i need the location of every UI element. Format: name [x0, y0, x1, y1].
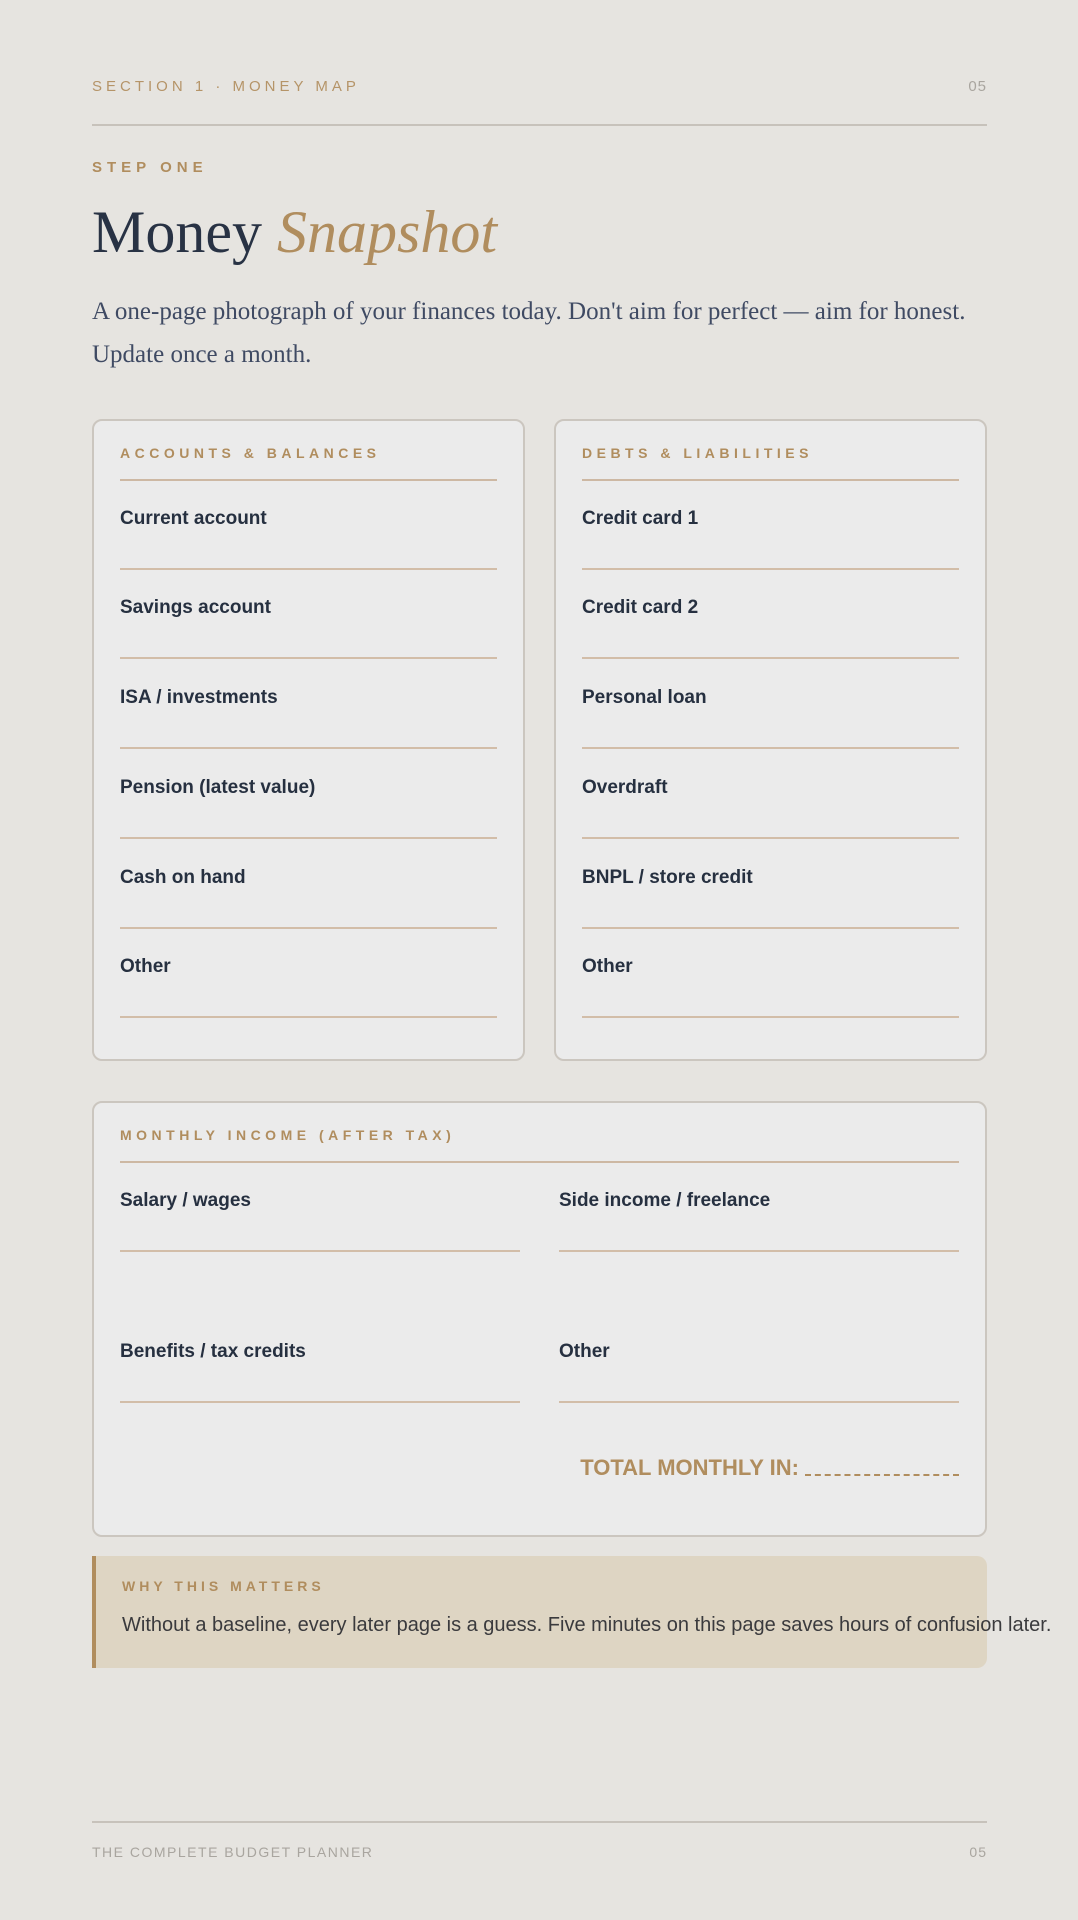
page-number-bottom: 05	[969, 1844, 987, 1860]
field-write-line[interactable]	[120, 1401, 520, 1403]
field-isa-investments[interactable]	[120, 687, 278, 709]
debts-card-divider	[582, 479, 959, 481]
field-label: Personal loan	[582, 687, 707, 708]
field-overdraft[interactable]	[582, 777, 668, 799]
title-accent: Snapshot	[276, 199, 498, 265]
field-write-line[interactable]	[582, 568, 959, 570]
field-write-line[interactable]	[120, 747, 497, 749]
why-this-matters-callout	[92, 1556, 1052, 1668]
field-write-line[interactable]	[582, 747, 959, 749]
field-savings-account[interactable]	[120, 597, 271, 619]
field-write-line[interactable]	[120, 1016, 497, 1018]
income-card-divider	[120, 1161, 959, 1163]
header-divider	[92, 124, 987, 126]
field-side-income[interactable]	[559, 1190, 770, 1212]
field-write-line[interactable]	[559, 1250, 959, 1252]
footer-divider	[92, 1821, 987, 1823]
debts-card	[554, 419, 987, 1061]
accounts-card	[92, 419, 525, 1061]
field-write-line[interactable]	[120, 927, 497, 929]
step-label: STEP ONE	[92, 159, 208, 176]
field-write-line[interactable]	[559, 1401, 959, 1403]
page-footer	[92, 1844, 987, 1860]
field-label: Salary / wages	[120, 1190, 251, 1211]
field-label: Cash on hand	[120, 867, 246, 888]
field-label: ISA / investments	[120, 687, 278, 708]
field-label: Credit card 1	[582, 508, 699, 529]
callout-text: Without a baseline, every later page is a guess. Five minutes on this page saves hours of confusion later.	[122, 1614, 1052, 1636]
field-benefits-tax-credits[interactable]	[120, 1341, 306, 1363]
field-write-line[interactable]	[120, 1250, 520, 1252]
page-title	[92, 196, 497, 268]
field-write-line[interactable]	[582, 657, 959, 659]
footer-title: THE COMPLETE BUDGET PLANNER	[92, 1844, 374, 1860]
callout-title: WHY THIS MATTERS	[122, 1578, 325, 1594]
field-salary-wages[interactable]	[120, 1190, 251, 1212]
field-cash-on-hand[interactable]	[120, 867, 246, 889]
total-write-line[interactable]	[805, 1474, 959, 1476]
field-write-line[interactable]	[120, 837, 497, 839]
field-label: Side income / freelance	[559, 1190, 771, 1211]
field-write-line[interactable]	[582, 837, 959, 839]
field-label: Savings account	[120, 597, 271, 618]
title-main: Money	[92, 199, 262, 265]
field-write-line[interactable]	[582, 927, 959, 929]
page-header	[92, 78, 987, 95]
field-label: Other	[582, 956, 633, 977]
field-accounts-other[interactable]	[120, 956, 171, 978]
section-label: SECTION 1 · MONEY MAP	[92, 78, 360, 95]
income-card	[92, 1101, 987, 1537]
field-write-line[interactable]	[120, 568, 497, 570]
field-label: Current account	[120, 508, 267, 529]
field-bnpl-store-credit[interactable]	[582, 867, 753, 889]
total-label: TOTAL MONTHLY IN:	[580, 1455, 799, 1480]
field-debts-other[interactable]	[582, 956, 633, 978]
field-income-other[interactable]	[559, 1341, 610, 1363]
field-current-account[interactable]	[120, 508, 267, 530]
field-label: Benefits / tax credits	[120, 1341, 306, 1362]
page-number-top: 05	[968, 78, 987, 95]
field-label: Credit card 2	[582, 597, 699, 618]
field-label: Pension (latest value)	[120, 777, 316, 798]
field-credit-card-2[interactable]	[582, 597, 698, 619]
field-personal-loan[interactable]	[582, 687, 707, 709]
intro-text: A one-page photograph of your finances today. Don't aim for perfect — aim for honest. Update once a month.	[92, 298, 966, 368]
debts-card-title: DEBTS & LIABILITIES	[582, 445, 813, 461]
field-label: Overdraft	[582, 777, 668, 798]
accounts-card-title: ACCOUNTS & BALANCES	[120, 445, 381, 461]
total-monthly-in[interactable]	[580, 1455, 959, 1481]
field-pension[interactable]	[120, 777, 315, 799]
field-label: Other	[120, 956, 171, 977]
field-write-line[interactable]	[120, 657, 497, 659]
accounts-card-divider	[120, 479, 497, 481]
page	[92, 0, 1052, 1920]
field-label: Other	[559, 1341, 610, 1362]
field-write-line[interactable]	[582, 1016, 959, 1018]
field-credit-card-1[interactable]	[582, 508, 698, 530]
income-card-title: MONTHLY INCOME (AFTER TAX)	[120, 1127, 456, 1143]
field-label: BNPL / store credit	[582, 867, 753, 888]
